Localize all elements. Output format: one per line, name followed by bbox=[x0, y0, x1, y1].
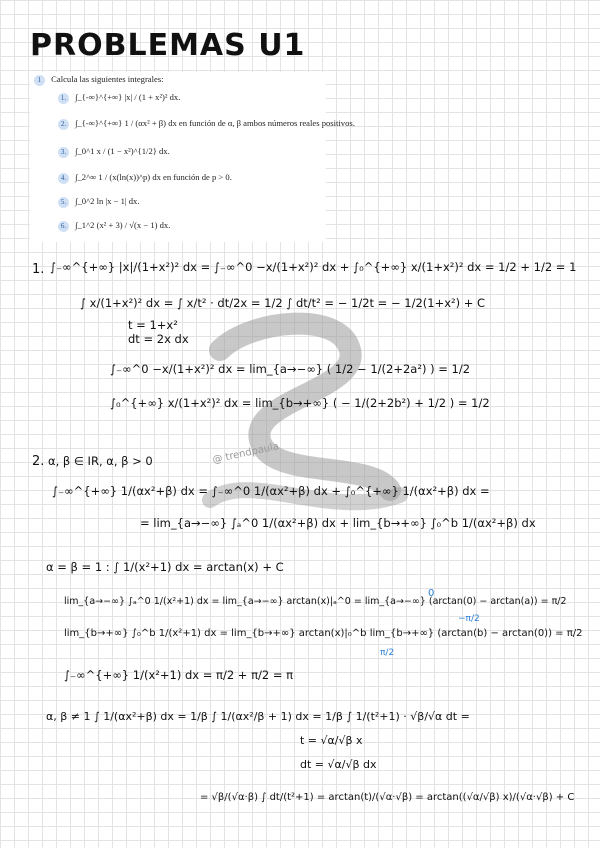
solution-2-label: 2. bbox=[32, 454, 45, 469]
case-1-line: lim_{a→−∞} ∫ₐ^0 1/(x²+1) dx = lim_{a→−∞} arctan(x)|ₐ^0 = lim_{a→−∞} (arctan(0) − arctan(a)) = π/2 bbox=[64, 596, 567, 607]
case-1: α = β = 1 : ∫ 1/(x²+1) dx = arctan(x) + C bbox=[46, 560, 284, 574]
problem-item: 4. ∫_2^∞ 1 / (x(ln(x))^p) dx en función de p > 0. bbox=[58, 172, 232, 184]
watermark-logo-icon bbox=[190, 290, 420, 540]
problem-item: 5. ∫_0^2 ln |x − 1| dx. bbox=[58, 196, 139, 208]
case-1-line: ∫₋∞^{+∞} 1/(x²+1) dx = π/2 + π/2 = π bbox=[64, 668, 294, 682]
problem-item: 3. ∫_0^1 x / (1 − x²)^{1/2} dx. bbox=[58, 146, 170, 158]
problem-item: 1. ∫_{-∞}^{+∞} |x| / (1 + x²)² dx. bbox=[58, 92, 180, 104]
case-2: α, β ≠ 1 ∫ 1/(αx²+β) dx = 1/β ∫ 1/(αx²/β + 1) dx = 1/β ∫ 1/(t²+1) · √β/√α dt = bbox=[46, 710, 470, 723]
problem-statement bbox=[30, 72, 355, 242]
case-2-line: = √β/(√α·β) ∫ dt/(t²+1) = arctan(t)/(√α·√β) = arctan((√α/√β) x)/(√α·√β) + C bbox=[200, 792, 575, 803]
solution-1-line: ∫ x/(1+x²)² dx = ∫ x/t² · dt/2x = 1/2 ∫ dt/t² = − 1/2t = − 1/2(1+x²) + C bbox=[80, 296, 486, 310]
solution-1-line: ∫₀^{+∞} x/(1+x²)² dx = lim_{b→+∞} ( − 1/(2+2b²) + 1/2 ) = 1/2 bbox=[110, 396, 490, 410]
solution-1-label: 1. bbox=[32, 262, 45, 277]
page-title: PROBLEMAS U1 bbox=[30, 28, 306, 63]
problem-item: 2. ∫_{-∞}^{+∞} 1 / (αx² + β) dx en función de α, β ambos números reales positivos. bbox=[58, 118, 355, 130]
blue-annotation: π/2 bbox=[380, 648, 395, 658]
case-1-line: lim_{b→+∞} ∫₀^b 1/(x²+1) dx = lim_{b→+∞} arctan(x)|₀^b lim_{b→+∞} (arctan(b) − arctan(0)) = π/2 bbox=[64, 628, 583, 639]
solution-1-line: ∫₋∞^0 −x/(1+x²)² dx = lim_{a→−∞} ( 1/2 − 1/(2+2a²) ) = 1/2 bbox=[110, 362, 471, 376]
substitution: t = 1+x² bbox=[128, 318, 178, 332]
substitution: t = √α/√β x bbox=[300, 734, 363, 747]
problem-item: 6. ∫_1^2 (x² + 3) / √(x − 1) dx. bbox=[58, 220, 170, 232]
substitution: dt = 2x dx bbox=[128, 332, 189, 346]
watermark-text: @ trendpaula bbox=[211, 441, 280, 466]
intro-number-badge: 1 bbox=[34, 75, 45, 86]
solution-2-line: = lim_{a→−∞} ∫ₐ^0 1/(αx²+β) dx + lim_{b→+∞} ∫₀^b 1/(αx²+β) dx bbox=[140, 516, 536, 530]
blue-annotation: 0 bbox=[428, 588, 435, 599]
conditions: α, β ∈ IR, α, β > 0 bbox=[48, 454, 153, 468]
statement-intro: 1 Calcula las siguientes integrales: bbox=[34, 74, 164, 86]
substitution: dt = √α/√β dx bbox=[300, 758, 377, 771]
blue-annotation: −π/2 bbox=[458, 614, 480, 624]
solution-2-line: ∫₋∞^{+∞} 1/(αx²+β) dx = ∫₋∞^0 1/(αx²+β) dx + ∫₀^{+∞} 1/(αx²+β) dx = bbox=[52, 484, 490, 498]
solution-1-line: ∫₋∞^{+∞} |x|/(1+x²)² dx = ∫₋∞^0 −x/(1+x²)² dx + ∫₀^{+∞} x/(1+x²)² dx = 1/2 + 1/2 = 1 bbox=[50, 260, 577, 274]
